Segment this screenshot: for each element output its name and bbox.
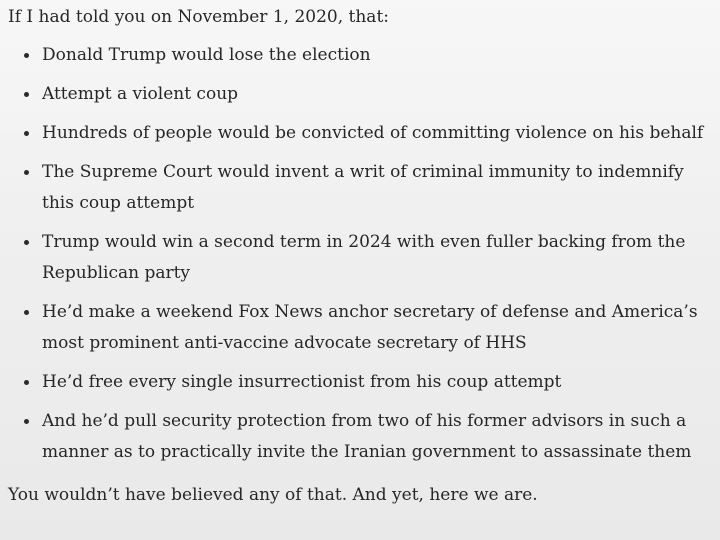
bullet-dot-icon	[24, 240, 29, 245]
bullet-dot-icon	[24, 380, 29, 385]
bullet-dot-icon	[24, 131, 29, 136]
bullet-dot-icon	[24, 310, 29, 315]
bullet-dot-icon	[24, 92, 29, 97]
list-item-text: He’d make a weekend Fox News anchor secretary of defense and America’s most prominent anti-vaccine advocate secretary of HHS	[42, 302, 698, 353]
outro-paragraph: You wouldn’t have believed any of that. And yet, here we are.	[8, 485, 538, 505]
list-item	[24, 406, 710, 468]
list-item	[24, 297, 710, 359]
list-item-text: Trump would win a second term in 2024 with even fuller backing from the Republican party	[42, 232, 686, 283]
list-item-text: Attempt a violent coup	[42, 84, 239, 104]
list-item	[24, 367, 710, 398]
bullet-dot-icon	[24, 419, 29, 424]
list-item	[24, 40, 710, 71]
list-item	[24, 118, 710, 149]
intro-paragraph: If I had told you on November 1, 2020, that:	[8, 7, 390, 27]
list-item	[24, 227, 710, 289]
list-item-text: He’d free every single insurrectionist from his coup attempt	[42, 372, 562, 392]
bullet-list	[8, 40, 710, 468]
list-item	[24, 157, 710, 219]
bullet-dot-icon	[24, 53, 29, 58]
list-item-text: Donald Trump would lose the election	[42, 45, 371, 65]
list-item-text: Hundreds of people would be convicted of committing violence on his behalf	[42, 123, 704, 143]
list-item-text: The Supreme Court would invent a writ of criminal immunity to indemnify this coup attempt	[42, 162, 684, 213]
list-item	[24, 79, 710, 110]
list-item-text: And he’d pull security protection from two of his former advisors in such a manner as to practically invite the Iranian government to assassinate them	[42, 411, 692, 462]
bullet-dot-icon	[24, 170, 29, 175]
